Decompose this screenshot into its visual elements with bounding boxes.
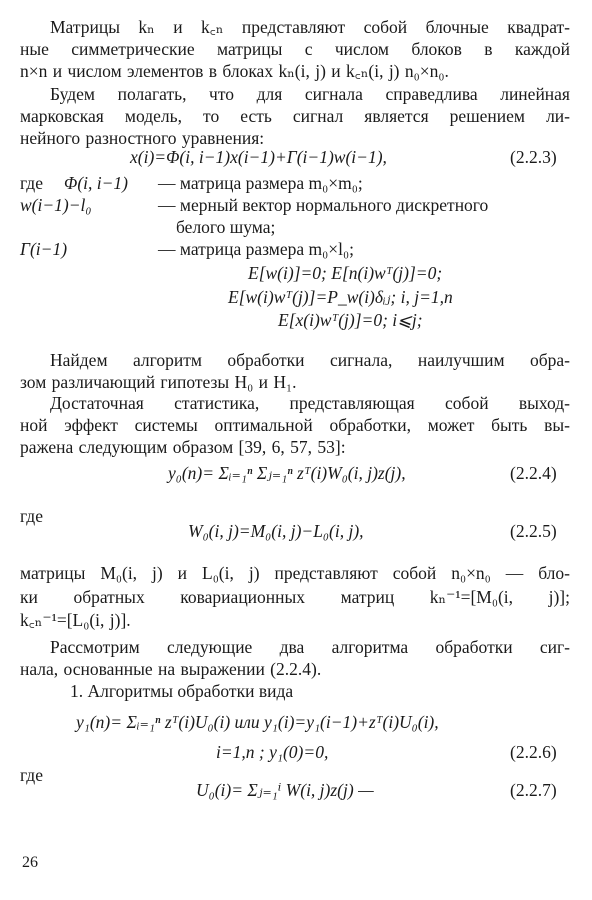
equation-number: (2.2.7) — [510, 780, 557, 800]
equation-number: (2.2.6) — [510, 742, 557, 762]
where-desc: — матрица размера m₀×m₀; — [158, 173, 363, 193]
equation-2-2-6-line1: y₁(n)= Σᵢ₌₁ⁿ zᵀ(i)U₀(i) или y₁(i)=y₁(i−1)+zᵀ(i)U₀(i), — [76, 712, 439, 732]
text-line: Достаточная статистика, представляющая собой выход- — [50, 393, 570, 413]
text-line: ражена следующим образом [39, 6, 57, 53]: — [20, 437, 346, 457]
where-term: Φ(i, i−1) — [64, 173, 129, 193]
text-line: нейного разностного уравнения: — [20, 128, 265, 148]
text-line: Найдем алгоритм обработки сигнала, наилучшим обра- — [50, 350, 570, 370]
text-line: Матрицы kₙ и k꜀ₙ представляют собой блочные квадрат- — [50, 17, 570, 37]
condition-line: E[x(i)wᵀ(j)]=0; i⩽j; — [278, 310, 423, 330]
text-line: марковская модель, то есть сигнал является решением ли- — [20, 106, 570, 126]
where-word: где — [20, 506, 43, 526]
condition-line: E[w(i)wᵀ(j)]=P_w(i)δᵢⱼ; i, j=1,n — [228, 287, 453, 307]
equation-2-2-6-line2: i=1,n ; y₁(0)=0, — [216, 742, 329, 762]
equation-number: (2.2.5) — [510, 521, 557, 541]
text-line: матрицы M₀(i, j) и L₀(i, j) представляют собой n₀×n₀ — бло- — [20, 563, 570, 583]
text-line: ные симметрические матрицы с числом блоков в каждой — [20, 39, 570, 59]
text-line: ной эффект системы оптимальной обработки, может быть вы- — [20, 415, 570, 435]
where-word: где — [20, 173, 43, 193]
condition-line: E[w(i)]=0; E[n(i)wᵀ(j)]=0; — [248, 263, 443, 283]
equation-2-2-5: W₀(i, j)=M₀(i, j)−L₀(i, j), — [188, 521, 364, 541]
equation-2-2-7: U₀(i)= Σⱼ₌₁ⁱ W(i, j)z(j) — — [196, 780, 374, 800]
equation-number: (2.2.3) — [510, 147, 557, 167]
where-term: Γ(i−1) — [20, 239, 68, 259]
where-desc: — мерный вектор нормального дискретного — [158, 195, 489, 215]
equation-2-2-4: y₀(n)= Σᵢ₌₁ⁿ Σⱼ₌₁ⁿ zᵀ(i)W₀(i, j)z(j), — [168, 463, 406, 483]
where-word: где — [20, 765, 43, 785]
text-line: нала, основанные на выражении (2.2.4). — [20, 659, 322, 679]
where-term: w(i−1)−l₀ — [20, 195, 92, 215]
where-desc: белого шума; — [176, 217, 276, 237]
text-line: ки обратных ковариационных матриц kₙ⁻¹=[M₀(i, j)]; — [20, 587, 570, 607]
text-line: Будем полагать, что для сигнала справедлива линейная — [50, 84, 570, 104]
equation-2-2-3: x(i)=Φ(i, i−1)x(i−1)+Γ(i−1)w(i−1), — [130, 147, 387, 167]
text-line: Рассмотрим следующие два алгоритма обработки сиг- — [50, 637, 570, 657]
text-line: n×n и числом элементов в блоках kₙ(i, j) и k꜀ₙ(i, j) n₀×n₀. — [20, 61, 449, 81]
text-line: k꜀ₙ⁻¹=[L₀(i, j)]. — [20, 610, 131, 630]
equation-number: (2.2.4) — [510, 463, 557, 483]
where-desc: — матрица размера m₀×l₀; — [158, 239, 354, 259]
text-line: зом различающий гипотезы H₀ и H₁. — [20, 372, 297, 392]
list-item: 1. Алгоритмы обработки вида — [70, 681, 294, 701]
page-number: 26 — [22, 854, 38, 871]
